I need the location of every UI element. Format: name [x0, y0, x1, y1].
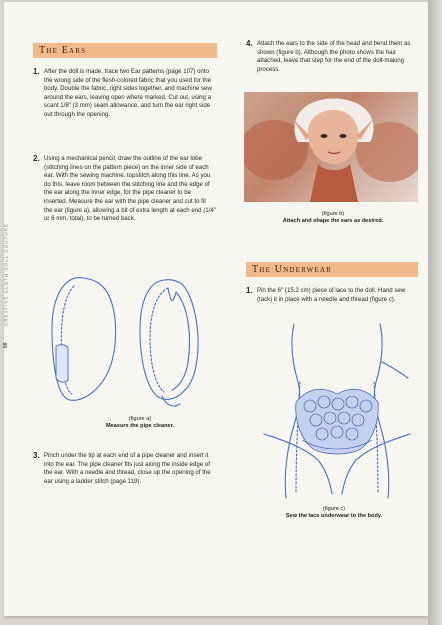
- underwear-step-1: [246, 287, 418, 304]
- page-gutter: [428, 0, 442, 625]
- step-text: Pinch under the tip at each end of a pipe cleaner and insert it into the ear. The pipe cleaner fits just along the inside edge of the ear. With a needle and thread, close up the opening of the ear using a ladder stitch (page 119).: [44, 452, 211, 485]
- section-header-the-ears: The Ears: [33, 43, 217, 58]
- figure-a-caption: [80, 416, 200, 430]
- figure-b-description: Attach and shape the ears as desired.: [282, 218, 384, 225]
- step-text: Using a mechanical pencil, draw the outline of the ear lobe (stitching lines on the pattern piece) on the inner side of each ear. With the sewing machine, topstitch along this line. As you do this, leave room between the stitching line and the edge of the ear along the inner edge, for the pipe cleaner to be inserted. Measure the ear with the pipe cleaner and cut to fit the ear (figure a), allowing a bit of extra length at each end (1/4" or 6 mm, total), to be turned back.: [44, 155, 216, 223]
- figure-c-lace-sketch: [262, 322, 412, 500]
- step-number: 3.: [33, 451, 40, 460]
- figure-c-caption: [258, 506, 410, 520]
- figure-c-label: (figure c): [322, 506, 346, 512]
- step-number: 2.: [33, 154, 40, 163]
- step-text: After the doll is made, trace two Ear patterns (page 107) onto the wrong side of the flesh-colored fabric that you used for the body. Double the fabric, right sides together, and machine sew around the ears, leaving open where marked. Cut out, using a scant 1/8" (3 mm) seam allowance, and turn the ear right side out through the opening.: [44, 68, 212, 118]
- figure-a-label: (figure a): [128, 416, 152, 422]
- ears-step-4: [246, 40, 418, 74]
- ears-step-2: [33, 155, 216, 224]
- doll-with-ears-illustration: [244, 92, 418, 202]
- ears-step-3: [33, 452, 216, 486]
- step-number: 1.: [246, 286, 253, 295]
- ears-step-1: [33, 68, 216, 120]
- spine-title: CREATIVE CLOTH DOLL COUTURE: [3, 223, 9, 326]
- page-number: 88: [3, 342, 9, 348]
- step-text: Attach the ears to the side of the head and bend them as shown (figure b). Although the photo shows the hair attached, leave that step for the end of the doll-making process.: [257, 40, 411, 73]
- step-number: 1.: [33, 67, 40, 76]
- step-number: 4.: [246, 39, 253, 48]
- figure-b-doll-photo: [244, 92, 418, 202]
- figure-b-label: (figure b): [321, 211, 345, 217]
- figure-c-description: Sew the lace underwear to the body.: [285, 513, 383, 520]
- spine-running-head: [2, 216, 10, 336]
- figure-a-ear-sketch: [44, 268, 214, 414]
- figure-a-description: Measure the pipe cleaner.: [105, 423, 175, 430]
- section-header-the-underwear: The Underwear: [246, 262, 418, 277]
- figure-b-caption: [256, 211, 410, 225]
- step-text: Pin the 6" (15.2 cm) piece of lace to the doll. Hand sew (tack) it in place with a needle and thread (figure c).: [257, 287, 406, 303]
